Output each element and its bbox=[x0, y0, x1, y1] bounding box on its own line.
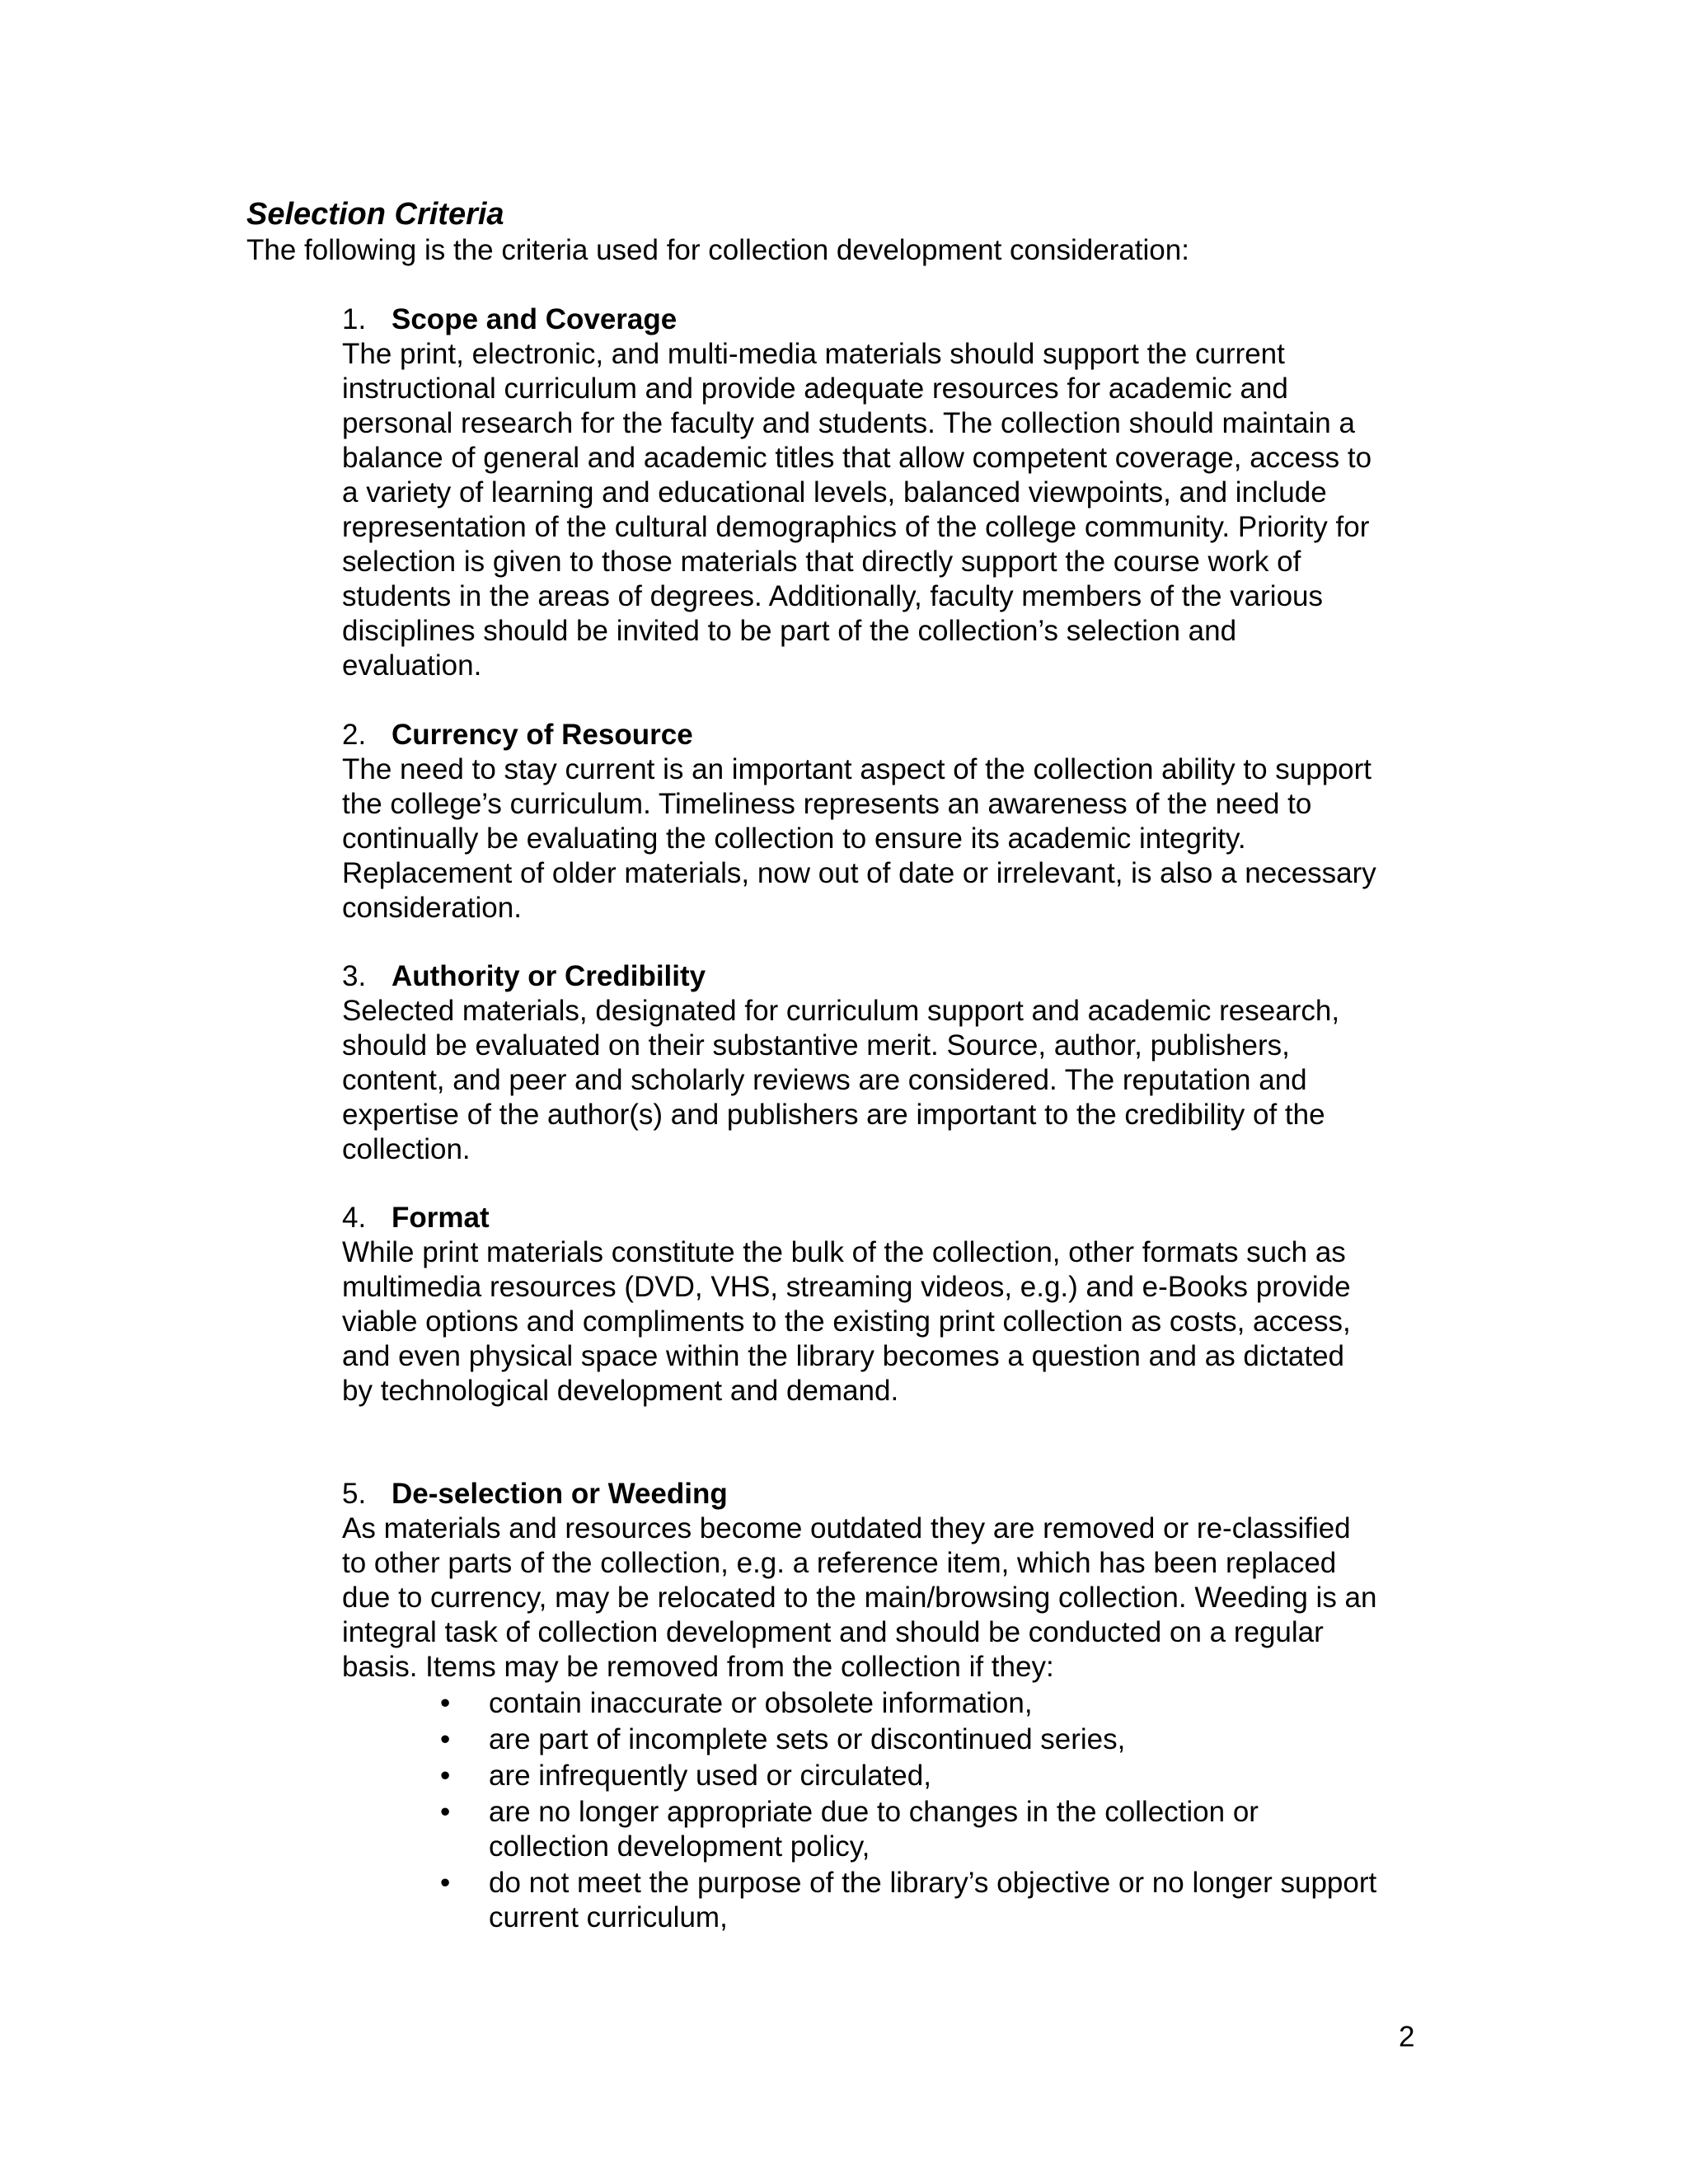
body-line: Selected materials, designated for curriculum support and academic research, bbox=[342, 995, 1340, 1027]
section-2-header bbox=[342, 718, 693, 752]
section-heading: Authority or Credibility bbox=[392, 960, 706, 992]
bullet-icon: • bbox=[440, 1760, 451, 1792]
body-line: evaluation. bbox=[342, 649, 482, 682]
body-line: basis. Items may be removed from the collection if they: bbox=[342, 1651, 1054, 1683]
body-line: balance of general and academic titles that allow competent coverage, access to bbox=[342, 442, 1372, 474]
body-line: content, and peer and scholarly reviews are considered. The reputation and bbox=[342, 1064, 1307, 1096]
bullet-item: contain inaccurate or obsolete information, bbox=[489, 1687, 1033, 1719]
section-heading: Scope and Coverage bbox=[392, 303, 678, 335]
page-number: 2 bbox=[1399, 2021, 1415, 2053]
section-3-header bbox=[342, 959, 706, 994]
bullet-item: are no longer appropriate due to changes in the collection or bbox=[489, 1796, 1259, 1828]
body-line: While print materials constitute the bulk of the collection, other formats such as bbox=[342, 1236, 1346, 1268]
section-1-header bbox=[342, 302, 677, 337]
section-number: 4. bbox=[342, 1202, 367, 1234]
body-line: As materials and resources become outdated they are removed or re-classified bbox=[342, 1512, 1351, 1544]
body-line: expertise of the author(s) and publishers are important to the credibility of the bbox=[342, 1099, 1325, 1131]
body-line: consideration. bbox=[342, 892, 522, 924]
bullet-icon: • bbox=[440, 1796, 451, 1828]
body-line: instructional curriculum and provide adequate resources for academic and bbox=[342, 373, 1288, 405]
body-line: The need to stay current is an important aspect of the collection ability to support bbox=[342, 753, 1372, 785]
section-heading: Currency of Resource bbox=[392, 719, 693, 751]
page-title: Selection Criteria bbox=[246, 197, 504, 232]
bullet-icon: • bbox=[440, 1723, 451, 1755]
section-number: 2. bbox=[342, 719, 367, 751]
body-line: The print, electronic, and multi-media materials should support the current bbox=[342, 338, 1285, 370]
body-line: selection is given to those materials that directly support the course work of bbox=[342, 546, 1301, 578]
body-line: viable options and compliments to the existing print collection as costs, access, bbox=[342, 1305, 1351, 1338]
bullet-item: do not meet the purpose of the library’s objective or no longer support bbox=[489, 1867, 1377, 1899]
body-line: multimedia resources (DVD, VHS, streaming videos, e.g.) and e-Books provide bbox=[342, 1271, 1351, 1303]
body-line: personal research for the faculty and students. The collection should maintain a bbox=[342, 407, 1355, 439]
bullet-item-continuation: collection development policy, bbox=[489, 1830, 870, 1863]
bullet-item: are infrequently used or circulated, bbox=[489, 1760, 931, 1792]
section-number: 1. bbox=[342, 303, 367, 335]
section-number: 3. bbox=[342, 960, 367, 992]
body-line: and even physical space within the library becomes a question and as dictated bbox=[342, 1340, 1345, 1372]
body-line: should be evaluated on their substantive merit. Source, author, publishers, bbox=[342, 1029, 1290, 1062]
bullet-icon: • bbox=[440, 1687, 451, 1719]
body-line: a variety of learning and educational levels, balanced viewpoints, and include bbox=[342, 476, 1327, 509]
section-heading: Format bbox=[392, 1202, 490, 1234]
body-line: to other parts of the collection, e.g. a reference item, which has been replaced bbox=[342, 1547, 1337, 1579]
section-5-header bbox=[342, 1477, 728, 1511]
bullet-icon: • bbox=[440, 1867, 451, 1899]
body-line: continually be evaluating the collection to ensure its academic integrity. bbox=[342, 823, 1246, 855]
body-line: integral task of collection development and should be conducted on a regular bbox=[342, 1616, 1324, 1648]
body-line: collection. bbox=[342, 1133, 471, 1165]
section-4-header bbox=[342, 1201, 490, 1235]
bullet-item-continuation: current curriculum, bbox=[489, 1901, 728, 1933]
body-line: the college’s curriculum. Timeliness represents an awareness of the need to bbox=[342, 788, 1312, 820]
body-line: students in the areas of degrees. Additionally, faculty members of the various bbox=[342, 580, 1323, 612]
bullet-item: are part of incomplete sets or discontinued series, bbox=[489, 1723, 1126, 1755]
section-number: 5. bbox=[342, 1478, 367, 1510]
body-line: Replacement of older materials, now out of date or irrelevant, is also a necessary bbox=[342, 857, 1376, 889]
section-heading: De-selection or Weeding bbox=[392, 1478, 728, 1510]
intro-text: The following is the criteria used for collection development consideration: bbox=[246, 234, 1189, 266]
body-line: representation of the cultural demographics of the college community. Priority for bbox=[342, 511, 1370, 543]
body-line: by technological development and demand. bbox=[342, 1375, 899, 1407]
body-line: due to currency, may be relocated to the main/browsing collection. Weeding is an bbox=[342, 1582, 1377, 1614]
body-line: disciplines should be invited to be part of the collection’s selection and bbox=[342, 615, 1237, 647]
